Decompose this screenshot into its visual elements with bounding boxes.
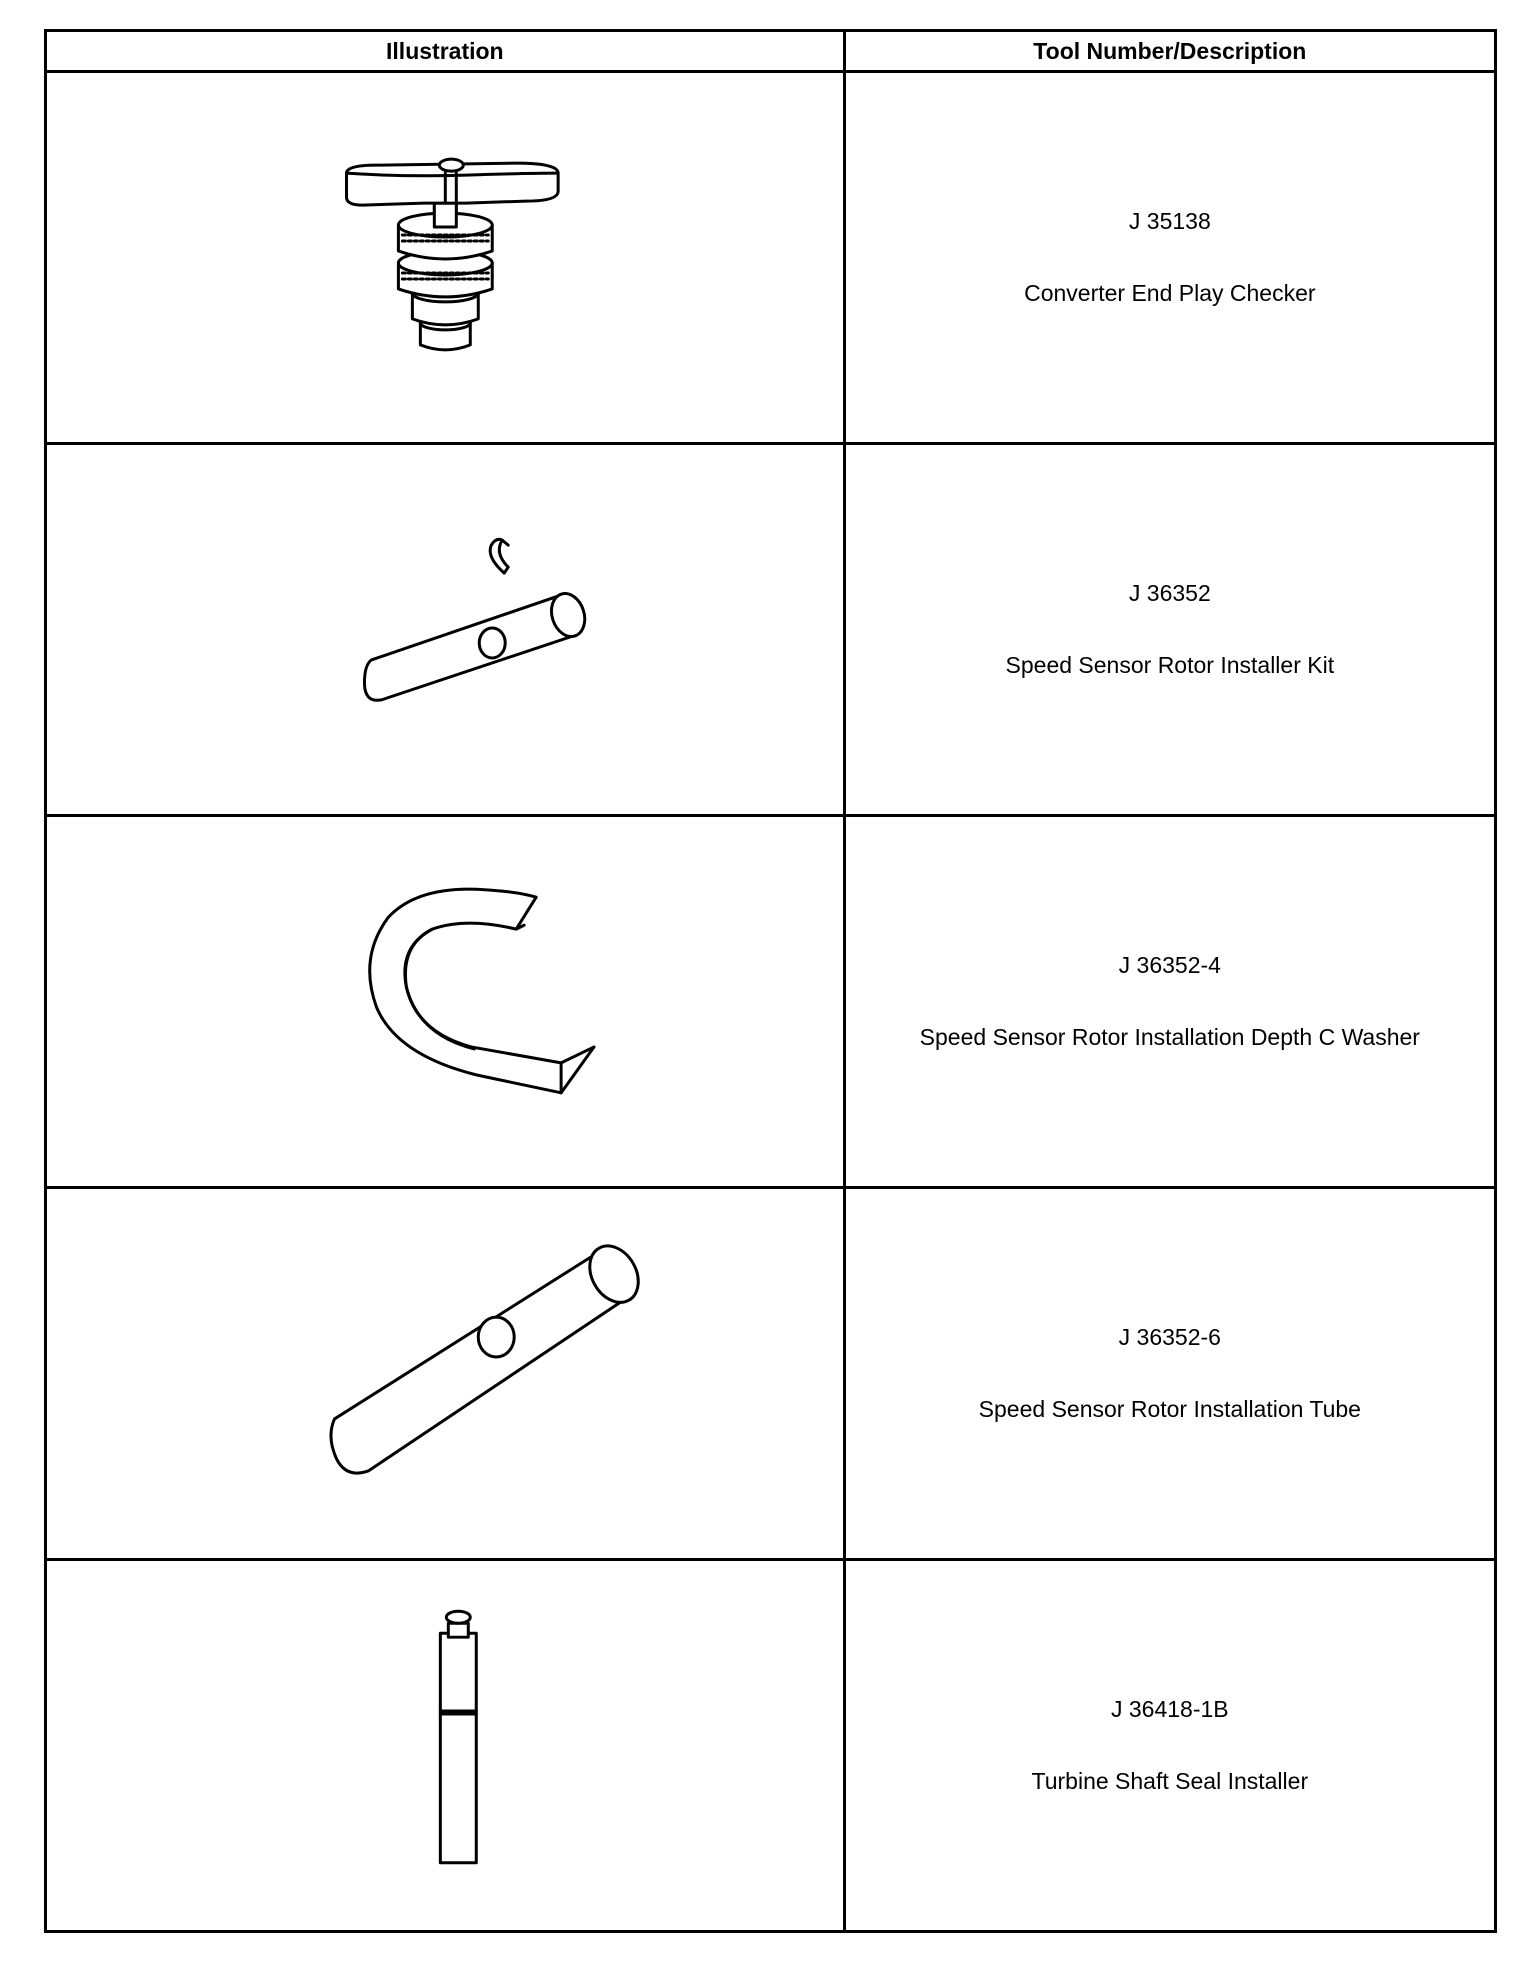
tool-description: Speed Sensor Rotor Installation Tube — [978, 1396, 1361, 1422]
tool-description: Converter End Play Checker — [1024, 280, 1316, 306]
tool-cell — [844, 444, 1495, 816]
installation-tube-icon — [47, 1189, 843, 1558]
tool-description: Speed Sensor Rotor Installer Kit — [1005, 652, 1335, 678]
table-row — [46, 816, 1496, 1188]
tool-number: J 35138 — [1128, 208, 1211, 234]
table-row — [46, 72, 1496, 444]
tool-number: J 36352-4 — [1118, 952, 1221, 978]
rotor-installer-kit-icon — [47, 445, 843, 814]
tool-cell — [844, 1560, 1495, 1932]
illustration-cell — [46, 1188, 845, 1560]
tool-cell — [844, 72, 1495, 444]
illustration-header: Illustration — [46, 31, 845, 72]
tool-number: J 36352-6 — [1118, 1324, 1221, 1350]
converter-end-play-checker-icon — [47, 73, 843, 442]
tool-description: Speed Sensor Rotor Installation Depth C Washer — [919, 1024, 1420, 1050]
illustration-cell — [46, 444, 845, 816]
tool-description: Turbine Shaft Seal Installer — [1031, 1768, 1309, 1794]
illustration-cell — [46, 816, 845, 1188]
tool-number: J 36418-1B — [1111, 1696, 1229, 1722]
tool-number: J 36352 — [1128, 580, 1211, 606]
c-washer-icon — [47, 817, 843, 1186]
tool-table — [44, 29, 1497, 1933]
seal-installer-icon — [47, 1561, 843, 1930]
table-row — [46, 444, 1496, 816]
tool-cell — [844, 1188, 1495, 1560]
table-row — [46, 1560, 1496, 1932]
header-row — [46, 31, 1496, 72]
illustration-cell — [46, 72, 845, 444]
table-row — [46, 1188, 1496, 1560]
tool-header: Tool Number/Description — [844, 31, 1495, 72]
tool-cell — [844, 816, 1495, 1188]
illustration-cell — [46, 1560, 845, 1932]
